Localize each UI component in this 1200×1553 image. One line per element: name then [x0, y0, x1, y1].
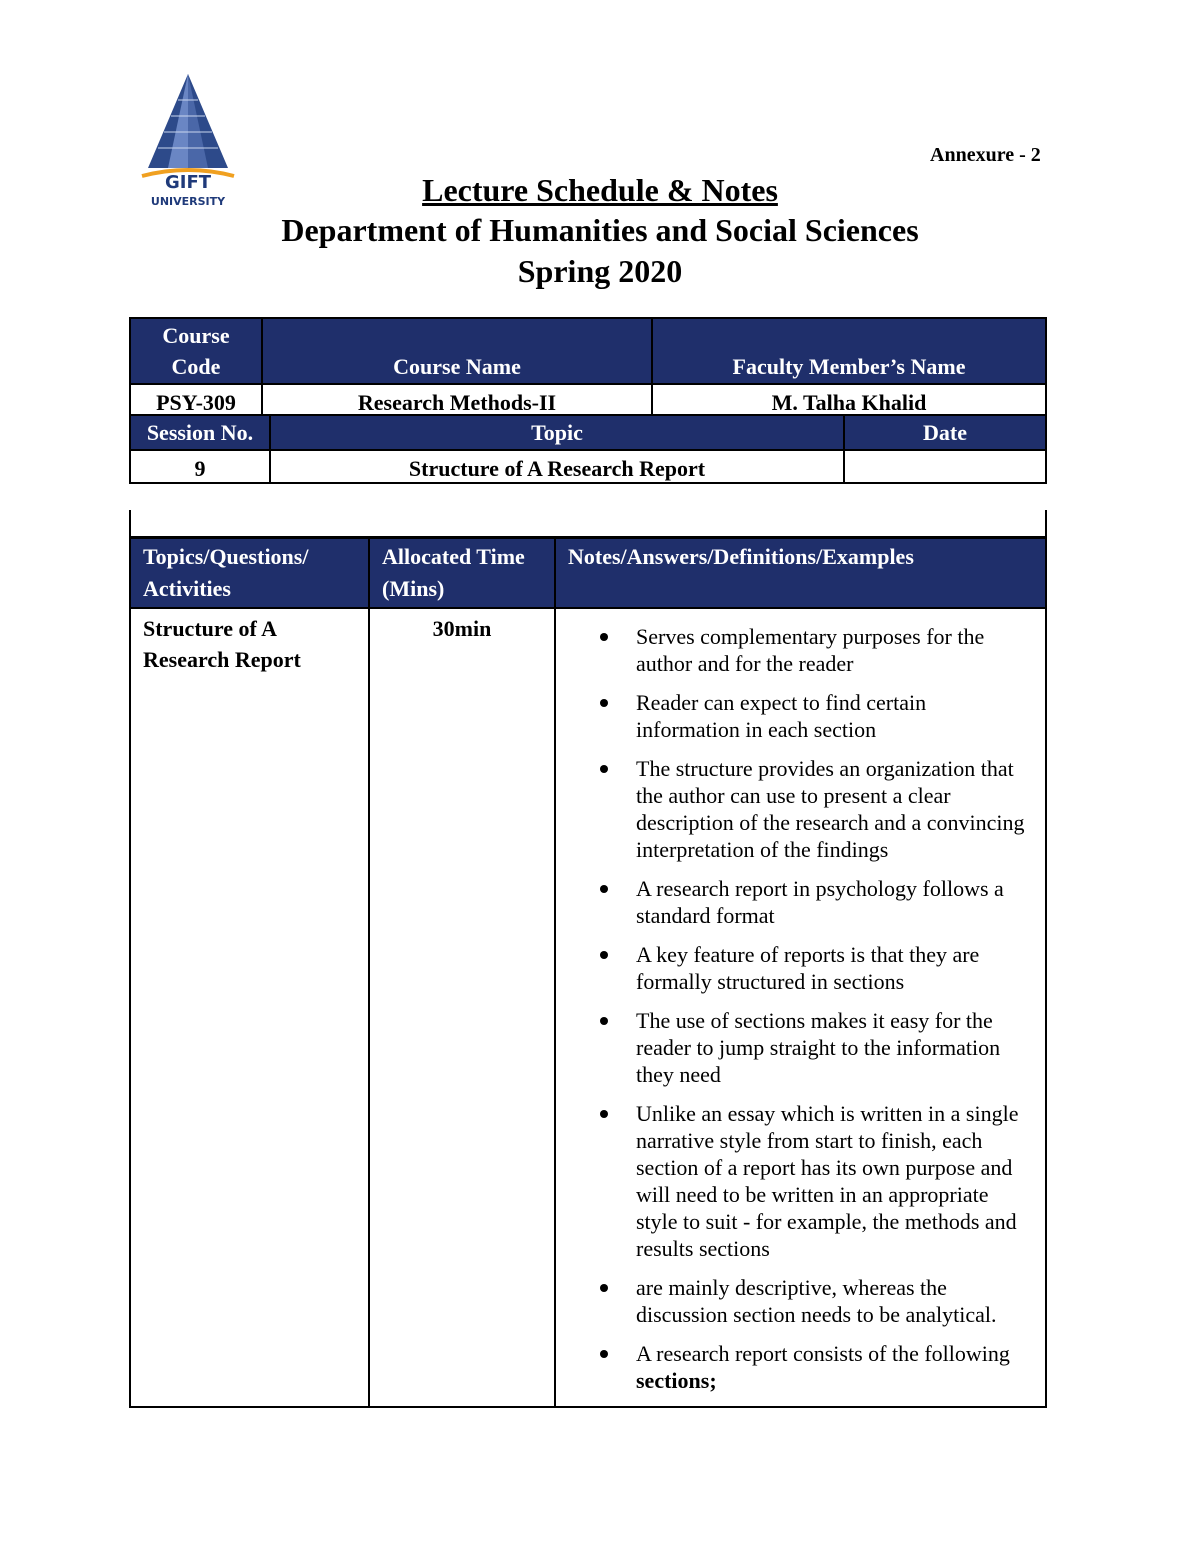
course-table	[129, 317, 1047, 418]
note-text: A key feature of reports is that they are formally structured in sections	[636, 942, 980, 994]
note-text: A research report in psychology follows a standard format	[636, 876, 1004, 928]
note-item	[556, 755, 1029, 863]
session-header-row	[130, 415, 1046, 450]
session-table	[129, 414, 1047, 484]
notes-body-row	[130, 608, 1046, 1407]
bullet-icon	[600, 885, 608, 893]
note-text: Unlike an essay which is written in a single narrative style from start to finish, each section of a report has its own purpose and will need to be written in an appropriate style to suit - for example, the methods and results sections	[636, 1101, 1019, 1261]
session-no-header: Session No.	[130, 415, 270, 450]
topic-cell: Structure of A Research Report	[130, 608, 369, 1407]
bullet-icon	[600, 951, 608, 959]
topics-header: Topics/Questions/ Activities	[130, 538, 369, 608]
bullet-icon	[600, 633, 608, 641]
note-text: Reader can expect to find certain information in each section	[636, 690, 927, 742]
time-cell: 30min	[369, 608, 555, 1407]
course-name-value: Research Methods-II	[262, 384, 652, 417]
bullet-icon	[600, 765, 608, 773]
course-name-header: Course Name	[262, 318, 652, 384]
date-header: Date	[844, 415, 1046, 450]
bullet-icon	[600, 699, 608, 707]
term-title: Spring 2020	[517, 253, 683, 289]
note-text: are mainly descriptive, whereas the discussion section needs to be analytical.	[636, 1275, 997, 1327]
department-title: Department of Humanities and Social Sciences	[281, 212, 919, 248]
table-spacer-row	[129, 510, 1047, 538]
svg-text:UNIVERSITY: UNIVERSITY	[150, 195, 226, 208]
course-values-row	[130, 384, 1046, 417]
note-text: Serves complementary purposes for the author and for the reader	[636, 624, 985, 676]
note-text: The use of sections makes it easy for the reader to jump straight to the information they need	[636, 1008, 1001, 1087]
notes-header: Notes/Answers/Definitions/Examples	[555, 538, 1046, 608]
note-item	[556, 1340, 1029, 1394]
notes-header-row	[130, 538, 1046, 608]
bullet-icon	[600, 1350, 608, 1358]
annexure-label: Annexure - 2	[930, 144, 1041, 166]
notes-list	[556, 623, 1045, 1394]
note-item	[556, 875, 1029, 929]
note-item	[556, 941, 1029, 995]
bullet-icon	[600, 1110, 608, 1118]
note-text: The structure provides an organization that the author can use to present a clear description of the research and a convincing interpretation of the findings	[636, 756, 1025, 862]
time-header: Allocated Time (Mins)	[369, 538, 555, 608]
notes-cell	[555, 608, 1046, 1407]
note-item	[556, 1274, 1029, 1328]
session-no-value: 9	[130, 450, 270, 483]
bullet-icon	[600, 1017, 608, 1025]
date-value	[844, 450, 1046, 483]
course-header-row	[130, 318, 1046, 384]
note-bold-text: sections;	[636, 1368, 717, 1393]
course-code-value: PSY-309	[130, 384, 262, 417]
notes-table	[129, 537, 1047, 1408]
note-item	[556, 623, 1029, 677]
svg-text:GIFT: GIFT	[164, 172, 212, 193]
note-item	[556, 689, 1029, 743]
bullet-icon	[600, 1284, 608, 1292]
faculty-header: Faculty Member’s Name	[652, 318, 1046, 384]
session-values-row	[130, 450, 1046, 483]
document-title: Lecture Schedule & Notes	[422, 172, 778, 208]
topic-header: Topic	[270, 415, 844, 450]
note-text: A research report consists of the following	[636, 1341, 1010, 1366]
course-code-header: Course Code	[130, 318, 262, 384]
topic-value: Structure of A Research Report	[270, 450, 844, 483]
note-item	[556, 1100, 1029, 1262]
faculty-value: M. Talha Khalid	[652, 384, 1046, 417]
note-item	[556, 1007, 1029, 1088]
